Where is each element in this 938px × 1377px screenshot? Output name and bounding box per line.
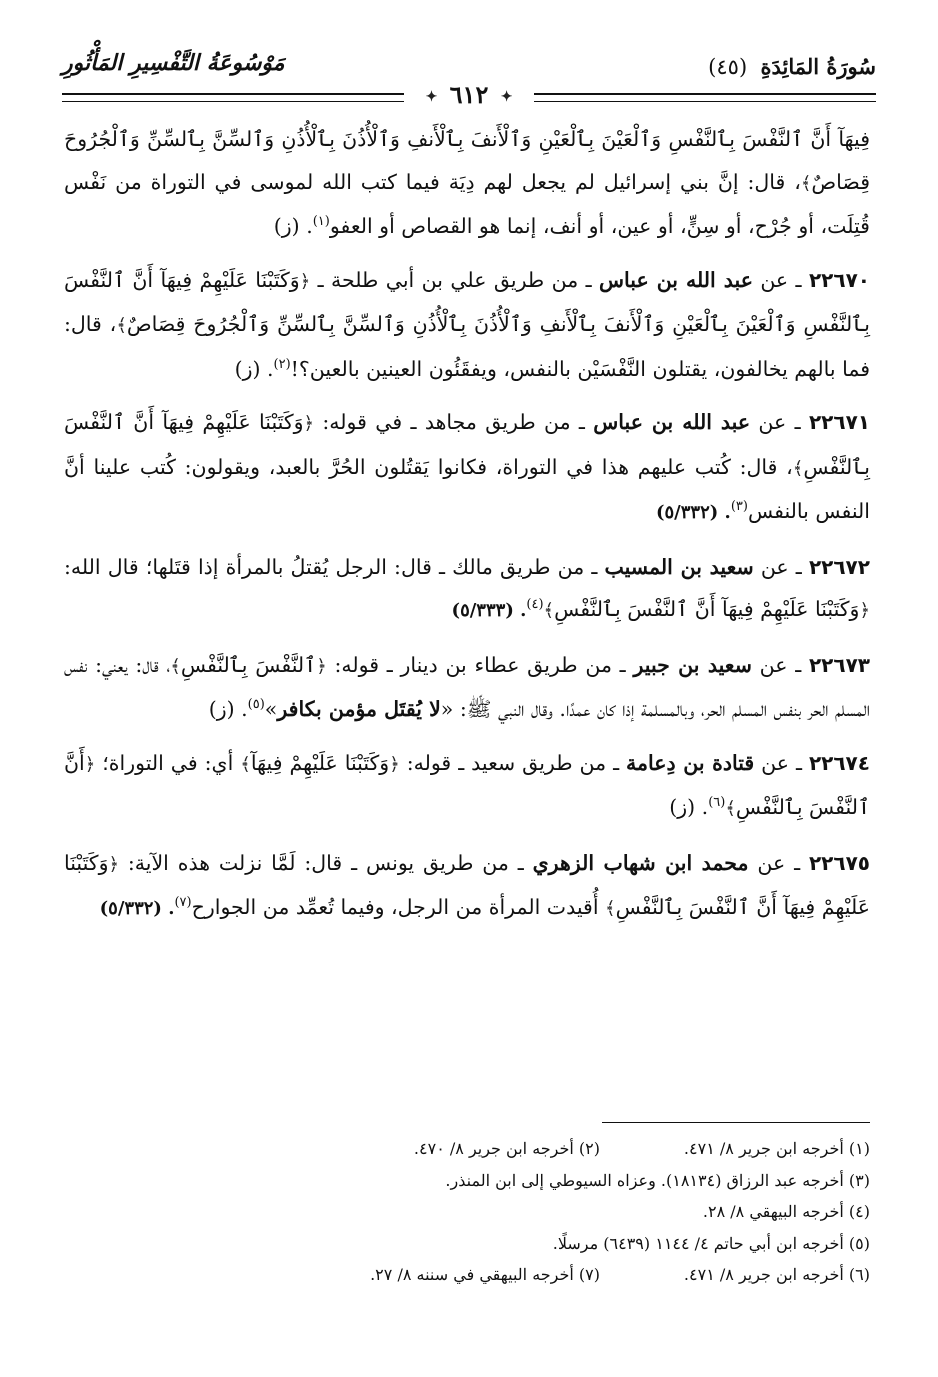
- verse-open-bracket: ﴿: [389, 753, 400, 775]
- footnote-1: (١) أخرجه ابن جرير ٨/ ٤٧١.: [683, 1139, 870, 1158]
- footnote-4: (٤) أخرجه البيهقي ٨/ ٢٨.: [702, 1202, 870, 1221]
- header-rule-right: [534, 93, 876, 102]
- hadith-text: لا يُقتَل مؤمن بكافر: [277, 697, 441, 721]
- isnad-chain: ـ من طريق عطاء بن دينار ـ قوله:: [326, 652, 634, 677]
- narrator-name: قتادة بن دِعامة: [626, 750, 755, 775]
- quran-verse: وَكَتَبْنَا عَلَيْهِمْ فِيهَآ أَنَّ ٱلنَّفْسَ بِٱلنَّفْسِ وَٱلْعَيْنَ بِٱلْعَيْنِ وَٱلْأَنفَ بِٱلْأَنفِ وَٱلْأُذُنَ بِٱلْأُذُنِ وَٱلسِّنَّ بِٱلسِّنِّ وَٱلْجُرُوحَ قِصَاصٌ: [64, 267, 870, 336]
- footnotes: [64, 1133, 870, 1291]
- main-text: [64, 118, 870, 942]
- isnad-chain: ـ من طريق مالك ـ قال: الرجل يُقتلُ بالمرأة إذا قتَلها؛ قال الله:: [64, 554, 605, 579]
- narration-entry: [64, 644, 870, 731]
- surah-title: سُورَةُ المَائِدَةِ: [760, 54, 876, 79]
- grading-mark: . (ز): [208, 697, 248, 721]
- footnote-ref[interactable]: (٧): [174, 895, 192, 911]
- narration-entry: [64, 401, 870, 535]
- entry-dash: ـ عن: [753, 554, 809, 579]
- verse-open-bracket: ﴿: [859, 600, 870, 621]
- verse-close-bracket: ﴾: [170, 655, 181, 677]
- footnote-7: (٧) أخرجه البيهقي في سننه ٨/ ٢٧.: [370, 1265, 600, 1284]
- entry-dash: ـ عن: [750, 410, 809, 434]
- commentary-text: ، قال: فما بالهم يخالفون، يقتلون النَّفْسَيْن بالنفس، ويفقَئُون العينين بالعين؟!: [64, 312, 870, 381]
- verse-close-bracket: ﴾: [543, 600, 555, 621]
- isnad-chain: ـ من طريق يونس ـ قال: لَمَّا نزلت هذه الآية:: [119, 850, 533, 875]
- verse-open-bracket: ﴿: [303, 413, 315, 434]
- footnote-divider: [602, 1122, 870, 1123]
- narrator-name: محمد ابن شهاب الزهري: [532, 850, 749, 875]
- narrator-name: عبد الله بن عباس: [599, 267, 753, 292]
- header-rule-left: [62, 93, 404, 102]
- footnote-3: (٣) أخرجه عبد الرزاق (١٨١٣٤). وعزاه السيوطي إلى ابن المنذر.: [445, 1170, 870, 1190]
- entry-dash: ـ عن: [751, 652, 809, 677]
- surah-number: (٤٥): [708, 55, 748, 79]
- quran-verse: فِيهَآ أَنَّ ٱلنَّفْسَ بِٱلنَّفْسِ وَٱلْعَيْنَ بِٱلْعَيْنِ وَٱلْأَنفَ بِٱلْأَنفِ وَٱلْأُذُنَ بِٱلْأُذُنِ وَٱلسِّنَّ بِٱلسِّنِّ وَٱلْجُرُوحَ قِصَاصٌ: [64, 127, 870, 194]
- footnote-row: [64, 1259, 870, 1291]
- verse-close-bracket: ﴾: [240, 753, 251, 775]
- footnote-ref[interactable]: (٦): [708, 795, 726, 811]
- verse-close-bracket: ﴾: [800, 172, 812, 194]
- quran-verse: وَكَتَبْنَا عَلَيْهِمْ فِيهَآ أَنَّ ٱلنَّفْسَ بِٱلنَّفْسِ: [554, 597, 860, 621]
- entry-number: ٢٢٦٧٠: [808, 267, 870, 292]
- footnote-5: (٥) أخرجه ابن أبي حاتم ٤/ ١١٤٤ (٦٤٣٩) مرسلًا.: [552, 1233, 870, 1253]
- entry-number: ٢٢٦٧٥: [808, 850, 870, 875]
- source-reference: . (٥/٣٣٢): [655, 502, 731, 523]
- narrator-name: سعيد بن المسيب: [604, 554, 754, 579]
- verse-close-bracket: ﴾: [605, 898, 616, 919]
- isnad-chain: ـ من طريق علي بن أبي طلحة ـ: [310, 267, 599, 292]
- book-title: مَوْسُوعَةُ التَّفْسِيرِ المَأْثُورِ: [62, 50, 285, 76]
- narration-entry: [64, 742, 870, 831]
- grading-mark: . (ز): [234, 356, 274, 381]
- narration-entry: [64, 546, 870, 633]
- verse-open-bracket: ﴿: [84, 753, 96, 775]
- footnote-row: [64, 1133, 870, 1165]
- footnote-ref[interactable]: (٥): [247, 697, 265, 713]
- verse-close-bracket: ﴾: [725, 798, 736, 819]
- entry-dash: ـ عن: [754, 750, 809, 775]
- footnote-row: [64, 1196, 870, 1228]
- entry-number: ٢٢٦٧٢: [808, 554, 870, 579]
- hadith-close-quote: »: [264, 697, 278, 721]
- quran-verse: وَكَتَبْنَا عَلَيْهِمْ فِيهَآ أَنَّ ٱلنَّفْسَ بِٱلنَّفْسِ: [64, 410, 870, 479]
- verse-open-bracket: ﴿: [299, 270, 311, 292]
- ornament-icon: ✦: [425, 88, 438, 105]
- footnote-row: [64, 1165, 870, 1197]
- footnote-6: (٦) أخرجه ابن جرير ٨/ ٤٧١.: [683, 1265, 870, 1284]
- narration-entry: [64, 259, 870, 391]
- narration-entry: [64, 842, 870, 931]
- source-reference: . (٥/٣٣٢): [99, 898, 175, 919]
- entry-number: ٢٢٦٧٤: [808, 750, 870, 775]
- footnote-ref[interactable]: (٣): [730, 499, 748, 515]
- narrator-name: عبد الله بن عباس: [593, 410, 751, 434]
- verse-close-bracket: ﴾: [792, 457, 804, 479]
- footnote-ref[interactable]: (٢): [273, 356, 291, 372]
- source-reference: . (٥/٣٣٣): [451, 600, 527, 621]
- isnad-chain: ـ من طريق سعيد ـ قوله:: [399, 750, 627, 775]
- commentary-text: أُقيدت المرأة من الرجل، وفيما تُعمِّد من الجوارح: [191, 895, 606, 919]
- isnad-chain: ـ من طريق مجاهد ـ في قوله:: [314, 410, 594, 434]
- entry-number: ٢٢٦٧٣: [808, 652, 871, 677]
- quran-verse: وَكَتَبْنَا عَلَيْهِمْ فِيهَآ أَنَّ ٱلنَّفْسَ بِٱلنَّفْسِ: [64, 850, 870, 919]
- verse-close-bracket: ﴾: [116, 315, 127, 336]
- commentary-text: ، قال: إنَّ بني إسرائيل لم يجعل لهم دِيَة فيما كتب الله لموسى في التوراة من نَفْس قُتِلَت، أو جُرْح، أو سِنٍّ، أو عين، أو أنف، إنما هو القصاص أو العفو: [64, 169, 870, 238]
- paragraph-continuation: [64, 118, 870, 248]
- footnote-row: [64, 1228, 870, 1260]
- verse-open-bracket: ﴿: [316, 655, 327, 677]
- commentary-text: أي: في التوراة؛: [95, 750, 241, 775]
- quran-verse: أَنَّ ٱلنَّفْسَ بِٱلنَّفْسِ: [64, 750, 870, 819]
- entry-number: ٢٢٦٧١: [808, 410, 870, 434]
- page-header: [62, 46, 876, 108]
- page-number-block: [422, 80, 517, 109]
- surah-heading: [708, 54, 876, 79]
- quran-verse: وَكَتَبْنَا عَلَيْهِمْ فِيهَآ: [250, 750, 390, 775]
- ornament-icon: ✦: [500, 88, 513, 105]
- footnote-ref[interactable]: (١): [312, 214, 330, 230]
- entry-dash: ـ عن: [752, 267, 809, 292]
- commentary-text: ، قال: كُتب عليهم هذا في التوراة، فكانوا يَقتُلون الحُرَّ بالعبد، ويقولون: كُتب علينا أنَّ النفس بالنفس: [64, 454, 870, 523]
- commentary-text: ، قال: يعني: نفس المسلم الحر بنفس المسلم الحر، وبالمسلمة إذا كان عمدًا. وقال النبي ﷺ: «: [64, 652, 870, 721]
- quran-verse: ٱلنَّفْسَ بِٱلنَّفْسِ: [180, 652, 317, 677]
- verse-open-bracket: ﴿: [108, 853, 120, 875]
- entry-dash: ـ عن: [748, 850, 809, 875]
- page-number: ٦١٢: [449, 80, 489, 109]
- footnote-2: (٢) أخرجه ابن جرير ٨/ ٤٧٠.: [413, 1139, 600, 1158]
- grading-mark: . (ز): [669, 795, 709, 819]
- grading-mark: . (ز): [273, 214, 313, 238]
- footnote-ref[interactable]: (٤): [526, 597, 544, 613]
- narrator-name: سعيد بن جبير: [633, 652, 752, 677]
